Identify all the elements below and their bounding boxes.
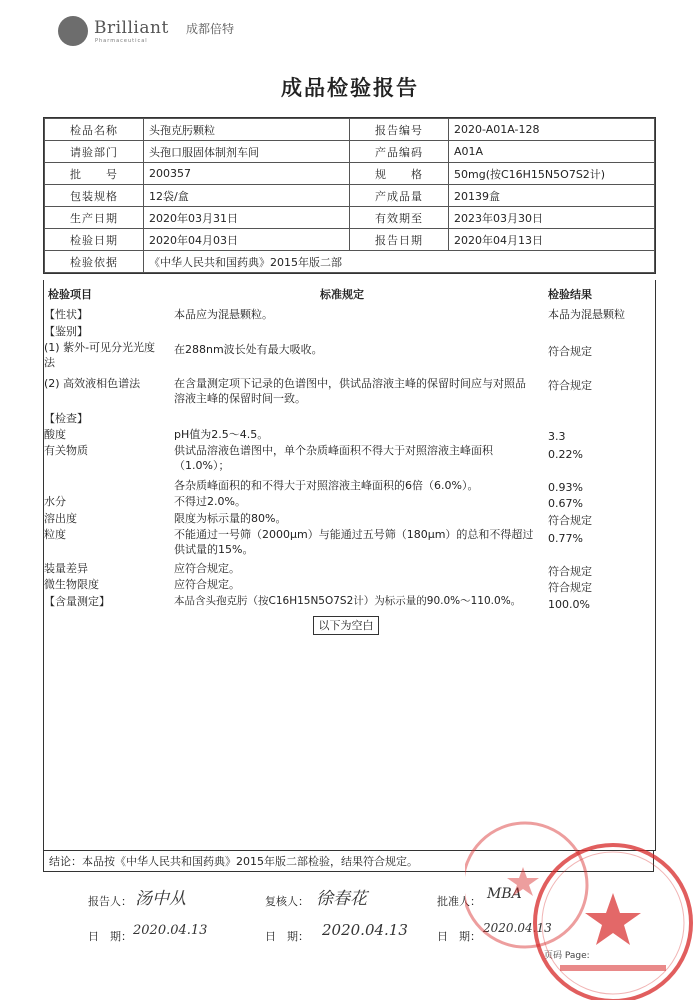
row-result: 3.3 bbox=[548, 430, 566, 443]
row-result: 0.93% bbox=[548, 481, 583, 494]
package-value: 12袋/盒 bbox=[144, 185, 350, 207]
row-item: 溶出度 bbox=[44, 512, 77, 525]
row-standard: 本品含头孢克肟（按C16H15N5O7S2计）为标示量的90.0%～110.0%。 bbox=[174, 595, 522, 607]
blank-note: 以下为空白 bbox=[313, 616, 379, 635]
row-item: 【性状】 bbox=[44, 308, 88, 321]
approver-signature: MBA bbox=[487, 886, 522, 902]
row-result: 符合规定 bbox=[548, 514, 592, 527]
dept-value: 头孢口服固体制剂车间 bbox=[144, 141, 350, 163]
row-standard: 供试品溶液色谱图中，单个杂质峰面积不得大于对照溶液主峰面积（1.0%）； bbox=[174, 444, 493, 472]
row-result: 0.22% bbox=[548, 448, 583, 461]
row-standard: 在含量测定项下记录的色谱图中，供试品溶液主峰的保留时间应与对照品溶液主峰的保留时间一致。 bbox=[174, 377, 526, 405]
col-header-item: 检验项目 bbox=[48, 288, 92, 301]
row-standard: 不得过2.0%。 bbox=[174, 495, 246, 508]
prod-date-value: 2020年03月31日 bbox=[144, 207, 350, 229]
approver-date: 2020.04.13 bbox=[483, 921, 552, 935]
basis-value: 《中华人民共和国药典》2015年版二部 bbox=[144, 251, 655, 273]
info-table bbox=[43, 117, 656, 274]
logo-company-cn: 成都倍特 bbox=[186, 22, 235, 36]
row-item: 【鉴别】 bbox=[44, 325, 88, 338]
page-label: 页码 Page: bbox=[544, 951, 590, 961]
row-item: 微生物限度 bbox=[44, 578, 99, 591]
date-label-2: 日 期： bbox=[265, 930, 309, 943]
product-name-label: 检品名称 bbox=[45, 119, 144, 141]
row-result: 符合规定 bbox=[548, 345, 592, 358]
test-date-value: 2020年04月03日 bbox=[144, 229, 350, 251]
date-label-1: 日 期： bbox=[88, 930, 132, 943]
reporter-signature: 汤中从 bbox=[135, 889, 186, 909]
expiry-label: 有效期至 bbox=[350, 207, 449, 229]
output-label: 产成品量 bbox=[350, 185, 449, 207]
logo-brand-sub: Pharmaceutical bbox=[95, 38, 148, 44]
product-name-value: 头孢克肟颗粒 bbox=[144, 119, 350, 141]
row-result: 符合规定 bbox=[548, 581, 592, 594]
reviewer-date: 2020.04.13 bbox=[322, 921, 408, 939]
product-code-label: 产品编码 bbox=[350, 141, 449, 163]
company-seal-stamp bbox=[465, 815, 700, 1000]
row-standard: pH值为2.5～4.5。 bbox=[174, 428, 269, 441]
row-standard: 本品应为混悬颗粒。 bbox=[174, 308, 273, 321]
spec-value: 50mg(按C16H15N5O7S2计) bbox=[449, 163, 655, 185]
package-label: 包装规格 bbox=[45, 185, 144, 207]
row-item: 粒度 bbox=[44, 528, 66, 541]
row-result: 符合规定 bbox=[548, 379, 592, 392]
page-title: 成品检验报告 bbox=[281, 76, 419, 100]
row-result: 本品为混悬颗粒 bbox=[548, 308, 625, 321]
col-header-standard: 标准规定 bbox=[320, 288, 364, 301]
batch-value: 200357 bbox=[144, 163, 350, 185]
report-date-label: 报告日期 bbox=[350, 229, 449, 251]
expiry-value: 2023年03月30日 bbox=[449, 207, 655, 229]
row-item: 【检查】 bbox=[44, 412, 88, 425]
reviewer-signature: 徐春花 bbox=[316, 889, 367, 909]
row-standard: 应符合规定。 bbox=[174, 562, 240, 575]
spec-label: 规 格 bbox=[350, 163, 449, 185]
report-date-value: 2020年04月13日 bbox=[449, 229, 655, 251]
row-result: 0.67% bbox=[548, 497, 583, 510]
basis-label: 检验依据 bbox=[45, 251, 144, 273]
row-item: (1) 紫外-可见分光光度法 bbox=[44, 341, 156, 369]
batch-label: 批 号 bbox=[45, 163, 144, 185]
reporter-label: 报告人： bbox=[88, 895, 132, 908]
row-item: 【含量测定】 bbox=[44, 595, 110, 608]
row-standard: 不能通过一号筛（2000μm）与能通过五号筛（180μm）的总和不得超过供试量的15%。 bbox=[174, 528, 534, 556]
prod-date-label: 生产日期 bbox=[45, 207, 144, 229]
date-label-3: 日 期： bbox=[437, 930, 481, 943]
output-value: 20139盒 bbox=[449, 185, 655, 207]
logo-icon bbox=[58, 16, 88, 46]
reviewer-label: 复核人： bbox=[265, 895, 309, 908]
test-date-label: 检验日期 bbox=[45, 229, 144, 251]
logo-brand: Brilliant bbox=[94, 18, 169, 38]
row-standard: 在288nm波长处有最大吸收。 bbox=[174, 343, 323, 356]
row-standard: 应符合规定。 bbox=[174, 578, 240, 591]
company-logo bbox=[58, 14, 318, 54]
dept-label: 请验部门 bbox=[45, 141, 144, 163]
row-standard: 各杂质峰面积的和不得大于对照溶液主峰面积的6倍（6.0%）。 bbox=[174, 479, 479, 492]
row-item: (2) 高效液相色谱法 bbox=[44, 377, 141, 390]
approver-label: 批准人： bbox=[437, 895, 481, 908]
product-code-value: A01A bbox=[449, 141, 655, 163]
row-standard: 限度为标示量的80%。 bbox=[174, 512, 287, 525]
row-item: 有关物质 bbox=[44, 444, 88, 457]
reporter-date: 2020.04.13 bbox=[133, 923, 208, 938]
row-result: 100.0% bbox=[548, 598, 590, 611]
col-header-result: 检验结果 bbox=[548, 288, 592, 301]
report-no-label: 报告编号 bbox=[350, 119, 449, 141]
row-item: 装量差异 bbox=[44, 562, 88, 575]
row-result: 0.77% bbox=[548, 532, 583, 545]
row-result: 符合规定 bbox=[548, 565, 592, 578]
conclusion: 结论：本品按《中华人民共和国药典》2015年版二部检验，结果符合规定。 bbox=[43, 850, 654, 872]
report-no-value: 2020-A01A-128 bbox=[449, 119, 655, 141]
row-item: 水分 bbox=[44, 495, 66, 508]
row-item: 酸度 bbox=[44, 428, 66, 441]
